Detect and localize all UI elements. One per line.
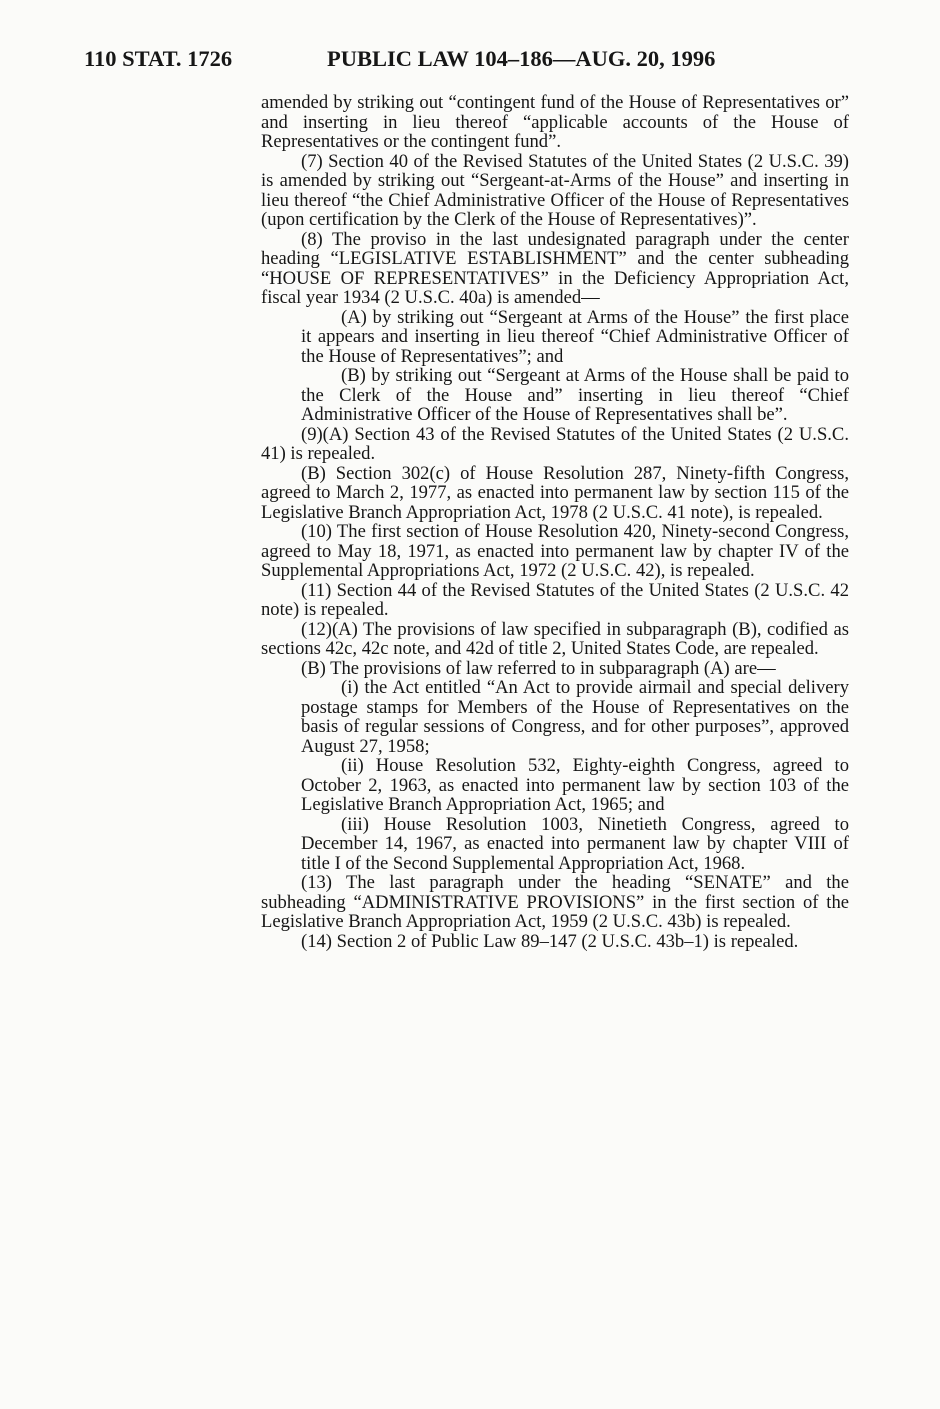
paragraph-7: (7) Section 40 of the Revised Statutes of the United States (2 U.S.C. 39) is amended by striking out “Sergeant-at-Arms of the House” and inserting in lieu thereof “the Chief Administrative Officer of the House of Representatives (upon certification by the Clerk of the House of Representatives)”. bbox=[261, 150, 849, 230]
public-law-reference: PUBLIC LAW 104–186—AUG. 20, 1996 bbox=[327, 46, 716, 71]
document-body bbox=[261, 93, 849, 951]
paragraph-12-b: (B) The provisions of law referred to in subparagraph (A) are— bbox=[301, 657, 776, 679]
paragraph-10: (10) The first section of House Resolution 420, Ninety-second Congress, agreed to May 18, 1971, as enacted into permanent law by chapter IV of the Supplemental Appropriations Act, 1972 (2 U.S.C. 42), is repealed. bbox=[261, 521, 849, 581]
page-header bbox=[84, 46, 844, 72]
paragraph-8: (8) The proviso in the last undesignated paragraph under the center heading “LEGISLATIVE ESTABLISHMENT” and the center subheading “HOUSE OF REPRESENTATIVES” in the Deficiency Appropriation Act, fiscal year 1934 (2 U.S.C. 40a) is amended— bbox=[261, 228, 849, 308]
subparagraph-8-b: (B) by striking out “Sergeant at Arms of the House shall be paid to the Clerk of the House and” inserting in lieu thereof “Chief Administrative Officer of the House of Representatives shall be”. bbox=[301, 365, 849, 425]
statute-page-reference: 110 STAT. 1726 bbox=[84, 46, 233, 71]
paragraph-12-a: (12)(A) The provisions of law specified in subparagraph (B), codified as sections 42c, 42c note, and 42d of title 2, United States Code, are repealed. bbox=[261, 618, 849, 659]
paragraph-14: (14) Section 2 of Public Law 89–147 (2 U.S.C. 43b–1) is repealed. bbox=[301, 930, 799, 952]
paragraph-9-b: (B) Section 302(c) of House Resolution 287, Ninety-fifth Congress, agreed to March 2, 1977, as enacted into permanent law by section 115 of the Legislative Branch Appropriation Act, 1978 (2 U.S.C. 41 note), is repealed. bbox=[261, 462, 849, 523]
clause-12-b-ii: (ii) House Resolution 532, Eighty-eighth Congress, agreed to October 2, 1963, as enacted into permanent law by section 103 of the Legislative Branch Appropriation Act, 1965; and bbox=[301, 755, 849, 815]
paragraph-13: (13) The last paragraph under the heading “SENATE” and the subheading “ADMINISTRATIVE PROVISIONS” in the first section of the Legislative Branch Appropriation Act, 1959 (2 U.S.C. 43b) is repealed. bbox=[261, 872, 849, 932]
subparagraph-8-a: (A) by striking out “Sergeant at Arms of the House” the first place it appears and inserting in lieu thereof “Chief Administrative Officer of the House of Representatives”; and bbox=[301, 306, 849, 367]
paragraph-11: (11) Section 44 of the Revised Statutes of the United States (2 U.S.C. 42 note) is repealed. bbox=[261, 579, 849, 620]
paragraph-continuation: amended by striking out “contingent fund of the House of Representatives or” and inserting in lieu thereof “applicable accounts of the House of Representatives or the contingent fund”. bbox=[261, 92, 849, 152]
clause-12-b-i: (i) the Act entitled “An Act to provide airmail and special delivery postage stamps for Members of the House of Representatives on the basis of regular sessions of Congress, and for other purposes”, approved August 27, 1958; bbox=[301, 677, 849, 757]
clause-12-b-iii: (iii) House Resolution 1003, Ninetieth Congress, agreed to December 14, 1967, as enacted into permanent law by chapter VIII of title I of the Second Supplemental Appropriation Act, 1968. bbox=[301, 813, 849, 874]
paragraph-9-a: (9)(A) Section 43 of the Revised Statutes of the United States (2 U.S.C. 41) is repealed. bbox=[261, 423, 849, 464]
